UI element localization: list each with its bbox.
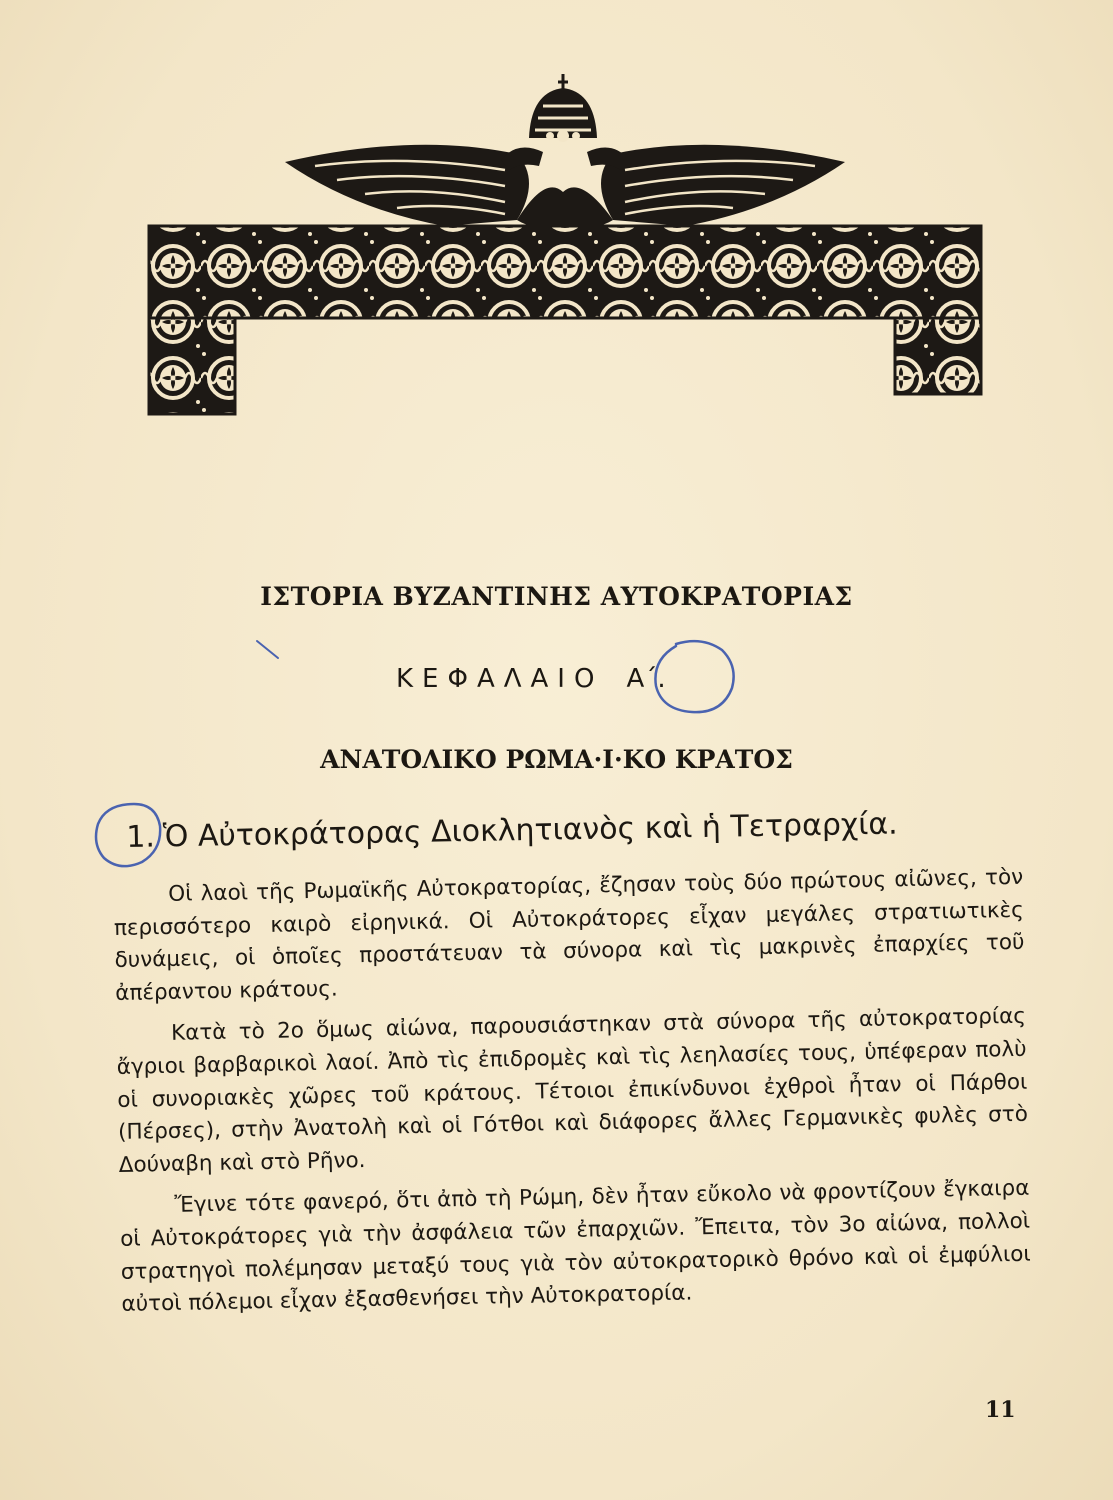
eagle-crown-icon <box>529 74 597 142</box>
pen-circle-annotation-icon <box>648 636 740 720</box>
book-title: ΙΣΤΟΡΙΑ ΒΥΖΑΝΤΙΝΗΣ ΑΥΤΟΚΡΑΤΟΡΙΑΣ <box>260 582 853 611</box>
pen-tick-annotation-icon <box>254 638 284 662</box>
chapter-heading <box>396 664 666 714</box>
double-headed-eagle-icon <box>285 145 845 230</box>
frieze-right-leg <box>895 318 981 394</box>
page-number: 11 <box>985 1397 1016 1423</box>
paragraph: Ἔγινε τότε φανερό, ὅτι ἀπὸ τὴ Ρώμη, δὲν ἦταν εὔκολο νὰ φροντίζουν ἔγκαιρα οἱ Αὐτοκράτορες γιὰ τὴν ἀσφάλεια τῶν ἐπαρχιῶν. Ἔπειτα, τὸν 3ο αἰώνα, πολλοὶ στρατηγοὶ πολέμησαν μεταξύ τους γιὰ τὸν αὐτοκρατορικὸ θρόνο καὶ οἱ ἐμφύλιοι αὐτοὶ πόλεμοι εἶχαν ἐξασθενήσει τὴν Αὐτοκρατορία. <box>119 1176 1031 1318</box>
section-number: 1. <box>126 819 156 855</box>
chapter-subtitle: ΑΝΑΤΟΛΙΚΟ ΡΩΜΑ·Ι·ΚΟ ΚΡΑΤΟΣ <box>320 745 793 774</box>
eagle-headpiece-ornament <box>145 70 985 420</box>
body-text <box>113 862 1032 1322</box>
section-title: Ὁ Αὐτοκράτορας Διοκλητιανὸς καὶ ἡ Τετραρχία. <box>162 806 898 855</box>
paragraph: Οἱ λαοὶ τῆς Ρωμαϊκῆς Αὐτοκρατορίας, ἔζησαν τοὺς δύο πρώτους αἰῶνες, τὸν περισσότερο καιρὸ εἰρηνικά. Οἱ Αὐτοκράτορες εἶχαν μεγάλες στρατιωτικὲς δυνάμεις, οἱ ὁποῖες προστάτευαν τὰ σύνορα καὶ τὶς μακρινὲς ἐπαρχίες τοῦ ἀπέραντου κράτους. <box>113 864 1025 1006</box>
frieze-left-leg <box>149 318 235 414</box>
section-heading <box>126 807 898 855</box>
chapter-number: Α΄. <box>626 664 666 694</box>
chapter-label: ΚΕΦΑΛΑΙΟ <box>396 664 604 694</box>
frieze-band <box>149 226 981 318</box>
paragraph: Κατὰ τὸ 2ο ὅμως αἰώνα, παρουσιάστηκαν στὰ σύνορα τῆς αὐτοκρατορίας ἄγριοι βαρβαρικοὶ λαοί. Ἀπὸ τὶς ἐπιδρομὲς καὶ τὶς λεηλασίες τους, ὑπέφεραν πολὺ οἱ συνοριακὲς χῶρες τοῦ κράτους. Τέτοιοι ἐπικίνδυνοι ἐχθροὶ ἦταν οἱ Πάρθοι (Πέρσες), στὴν Ἀνατολὴ καὶ οἱ Γότθοι καὶ διάφορες ἄλλες Γερμανικὲς φυλὲς στὸ Δούναβη καὶ στὸ Ρῆνο. <box>116 1004 1029 1178</box>
